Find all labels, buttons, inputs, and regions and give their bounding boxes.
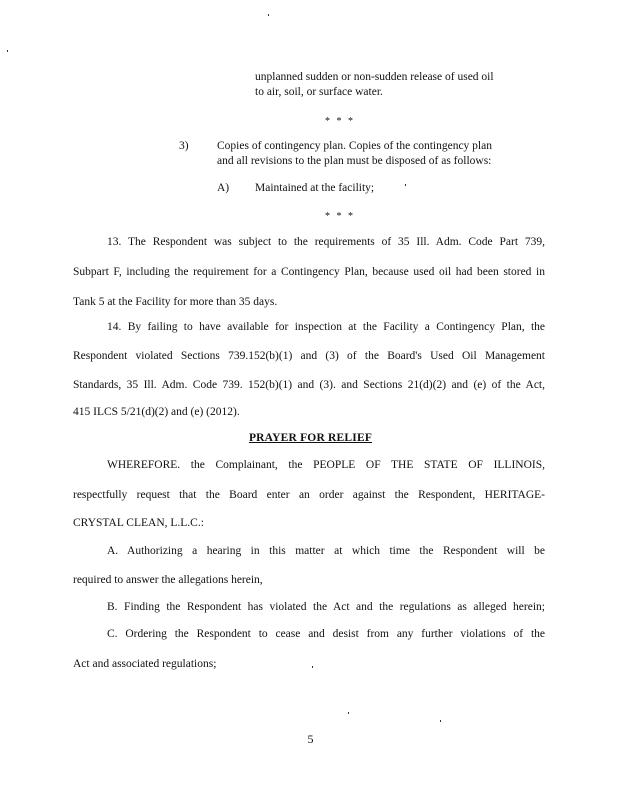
- scan-speck: [268, 14, 269, 16]
- para-13-line-2: Subpart F, including the requirement for a Contingency Plan, because used oil had been stored in: [73, 266, 545, 278]
- item-a-letter: A): [217, 182, 230, 194]
- para-14-line-2: Respondent violated Sections 739.152(b)(1) and (3) of the Board's Used Oil Management: [73, 350, 545, 362]
- item-3-line-1: Copies of contingency plan. Copies of the contingency plan: [217, 140, 492, 152]
- relief-a-line-1: A. Authorizing a hearing in this matter at which time the Respondent will be: [107, 545, 545, 557]
- para-13-line-3: Tank 5 at the Facility for more than 35 days.: [73, 296, 278, 308]
- item-3-line-2: and all revisions to the plan must be disposed of as follows:: [217, 155, 492, 167]
- para-14-line-4: 415 ILCS 5/21(d)(2) and (e) (2012).: [73, 406, 240, 418]
- scan-speck: [7, 50, 8, 52]
- scan-speck: [405, 184, 406, 186]
- relief-a-line-2: required to answer the allegations herein,: [73, 574, 263, 586]
- item-3-number: 3): [179, 140, 189, 152]
- section-heading: PRAYER FOR RELIEF: [248, 432, 373, 444]
- relief-b-line-1: B. Finding the Respondent has violated the Act and the regulations as alleged herein;: [107, 601, 545, 613]
- scan-speck: [348, 712, 349, 714]
- para-13-line-1: 13. The Respondent was subject to the requirements of 35 Ill. Adm. Code Part 739,: [107, 236, 545, 248]
- prayer-line-3: CRYSTAL CLEAN, L.L.C.:: [73, 517, 204, 529]
- para-14-line-1: 14. By failing to have available for inspection at the Facility a Contingency Plan, the: [107, 321, 545, 333]
- relief-c-line-1: C. Ordering the Respondent to cease and desist from any further violations of the: [107, 628, 545, 640]
- prayer-line-2: respectfully request that the Board enter an order against the Respondent, HERITAGE-: [73, 489, 545, 501]
- scan-speck: [312, 666, 313, 668]
- para-14-line-3: Standards, 35 Ill. Adm. Code 739. 152(b)(1) and (3). and Sections 21(d)(2) and (e) of the Act,: [73, 379, 545, 391]
- ellipsis-stars: * * *: [325, 116, 355, 127]
- quoted-line-1: unplanned sudden or non-sudden release of used oil: [255, 71, 494, 83]
- item-a-text: Maintained at the facility;: [255, 182, 375, 194]
- relief-c-line-2: Act and associated regulations;: [73, 658, 217, 670]
- ellipsis-stars: * * *: [325, 211, 355, 222]
- quoted-line-2: to air, soil, or surface water.: [255, 86, 383, 98]
- page-number: 5: [307, 732, 314, 746]
- prayer-line-1: WHEREFORE. the Complainant, the PEOPLE OF THE STATE OF ILLINOIS,: [107, 459, 545, 471]
- scan-speck: [440, 720, 441, 722]
